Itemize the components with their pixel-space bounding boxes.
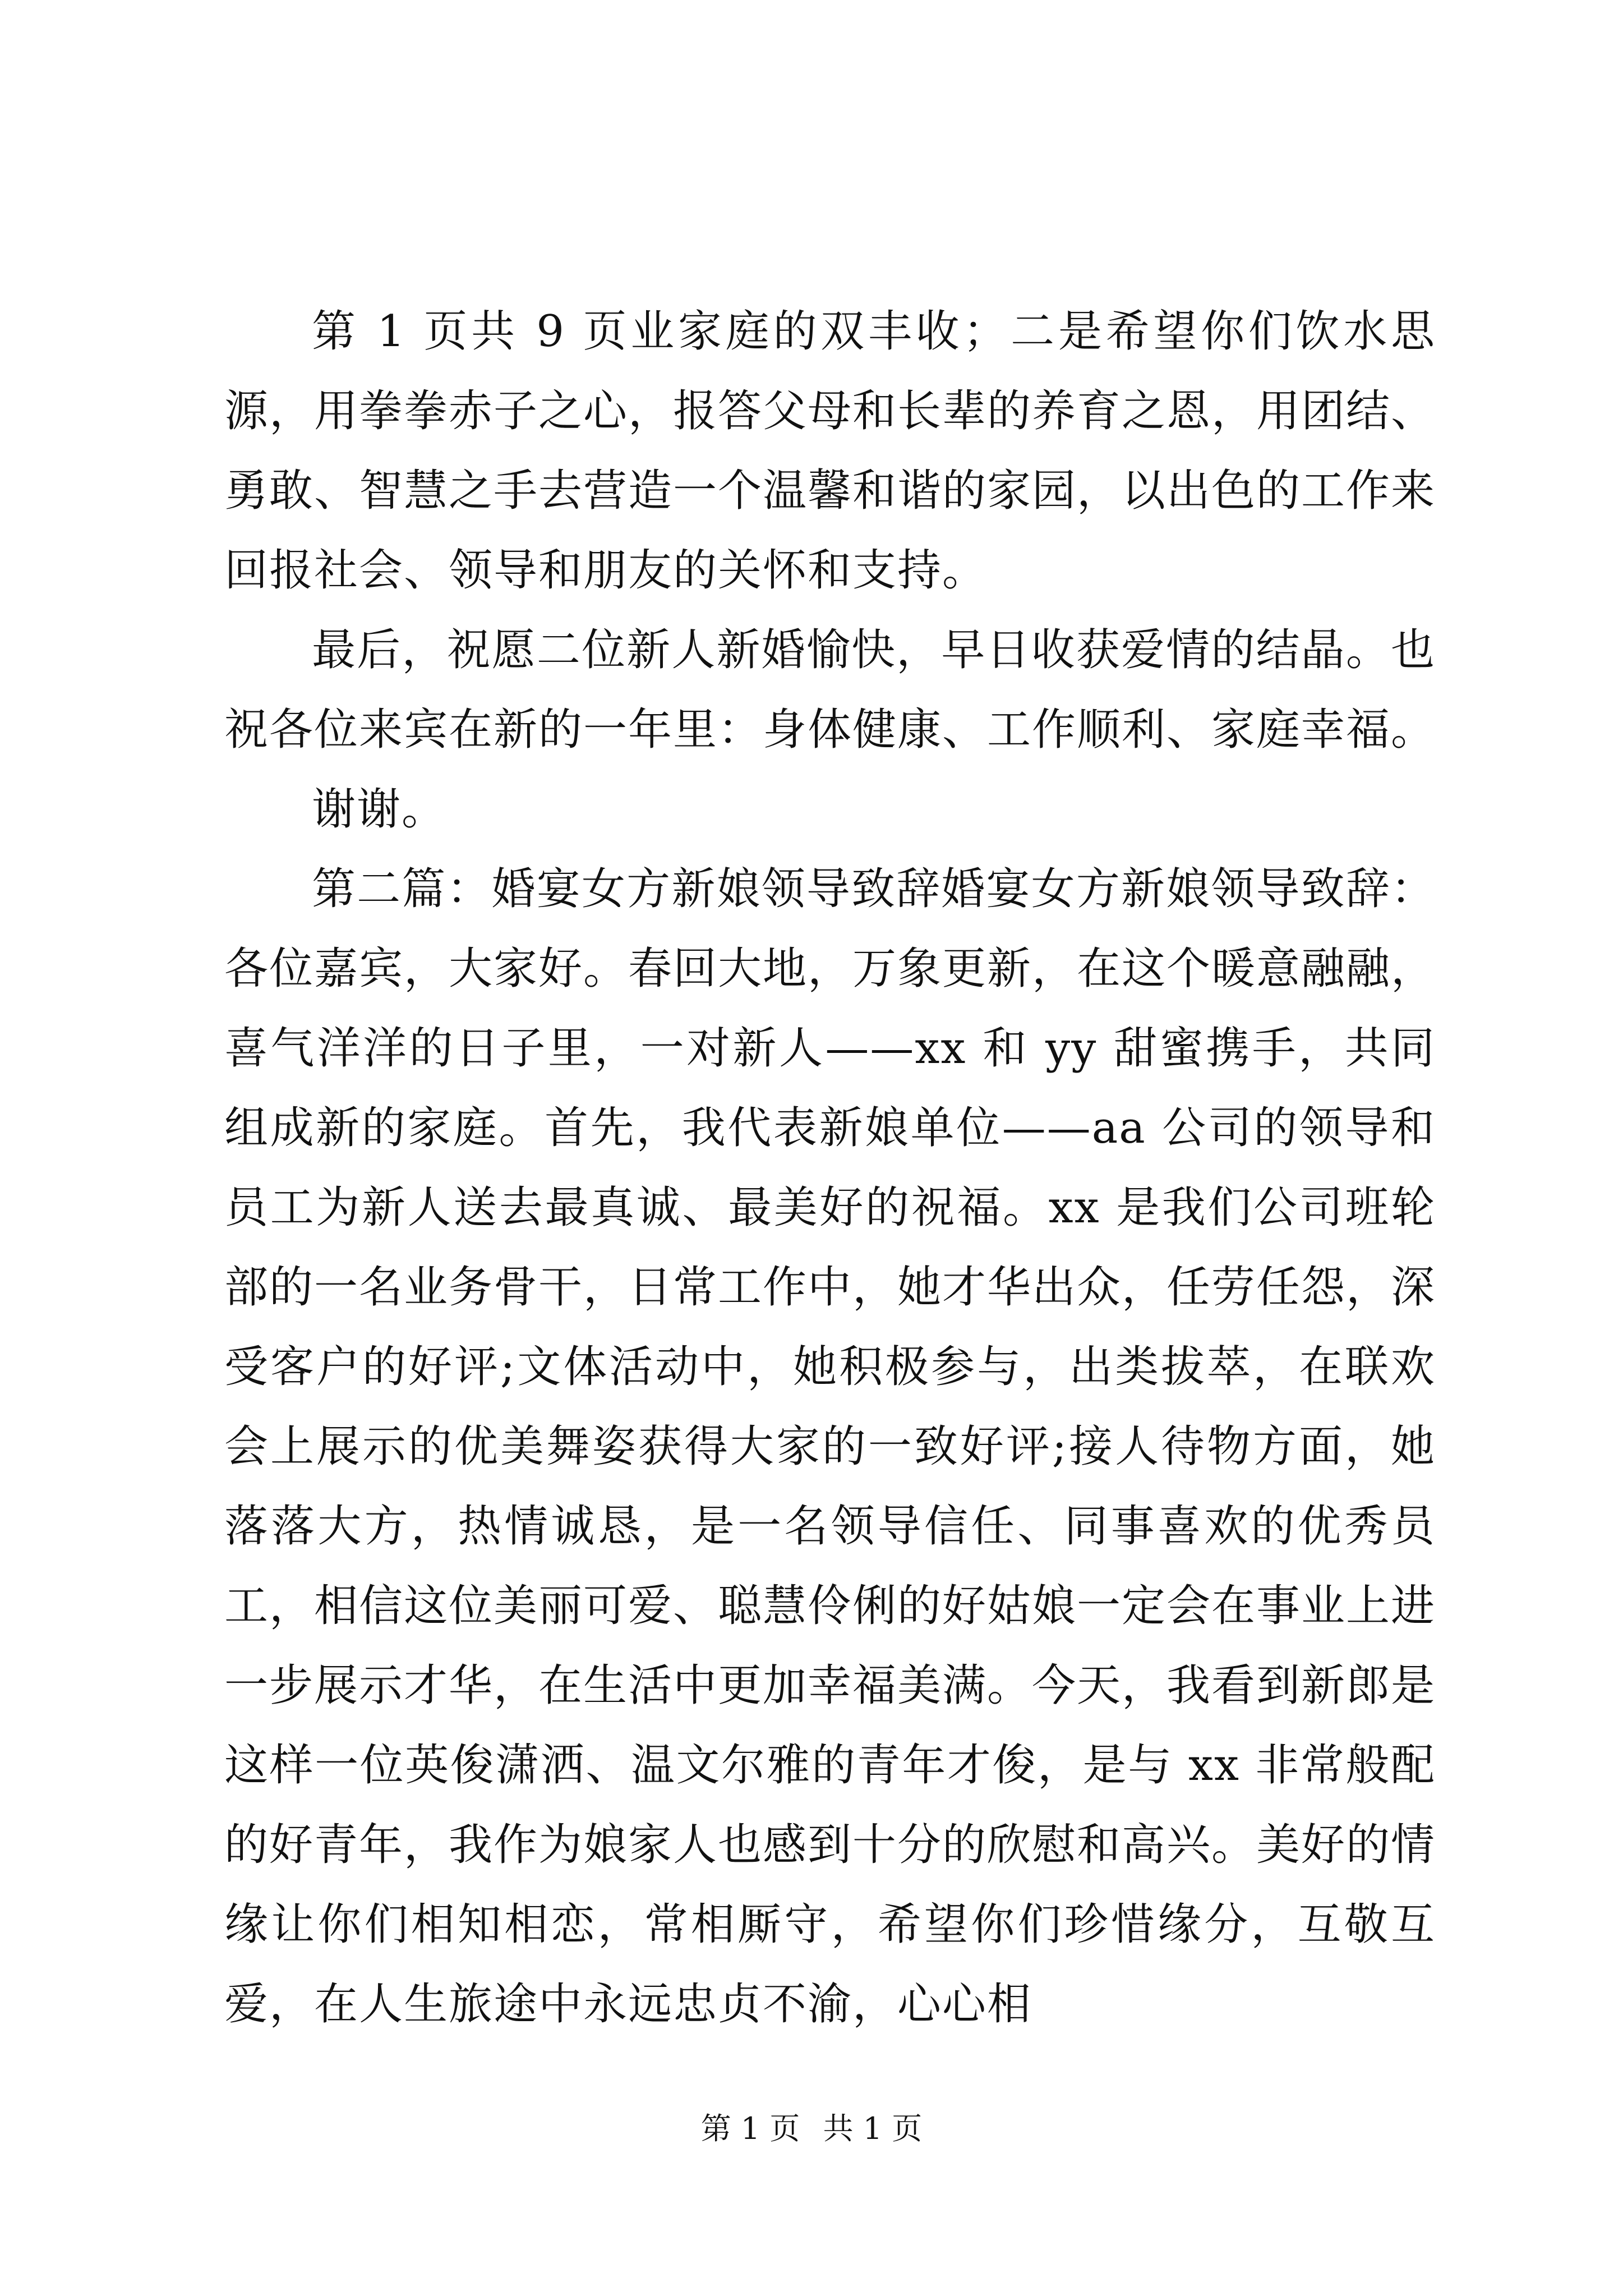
- document-body: [224, 292, 1436, 2044]
- paragraph-thanks: 谢谢。: [312, 784, 447, 835]
- paragraph-continuation: 第 1 页共 9 页业家庭的双丰收；二是希望你们饮水思源，用拳拳赤子之心，报答父母和长辈的养育之恩，用团结、勇敢、智慧之手去营造一个温馨和谐的家园，以出色的工作来回报社会、领导和朋友的关怀和支持。: [224, 306, 1436, 596]
- page-number: 第 1 页: [700, 2111, 800, 2146]
- paragraph-closing-wishes: 最后，祝愿二位新人新婚愉快，早日收获爱情的结晶。也祝各位来宾在新的一年里：身体健康、工作顺利、家庭幸福。: [224, 625, 1436, 755]
- page-footer: [0, 2109, 1623, 2148]
- page-total: 共 1 页: [823, 2111, 923, 2146]
- paragraph-second-speech: 第二篇：婚宴女方新娘领导致辞婚宴女方新娘领导致辞：各位嘉宾，大家好。春回大地，万象更新，在这个暖意融融，喜气洋洋的日子里，一对新人——xx 和 yy 甜蜜携手，共同组成新的家庭。首先，我代表新娘单位——aa 公司的领导和员工为新人送去最真诚、最美好的祝福。xx 是我们公司班轮部的一名业务骨干，日常工作中，她才华出众，任劳任怨，深受客户的好评;文体活动中，她积极参与，出类拔萃，在联欢会上展示的优美舞姿获得大家的一致好评;接人待物方面，她落落大方，热情诚恳，是一名领导信任、同事喜欢的优秀员工，相信这位美丽可爱、聪慧伶俐的好姑娘一定会在事业上进一步展示才华，在生活中更加幸福美满。今天，我看到新郎是这样一位英俊潇洒、温文尔雅的青年才俊，是与 xx 非常般配的好青年，我作为娘家人也感到十分的欣慰和高兴。美好的情缘让你们相知相恋，常相厮守，希望你们珍惜缘分，互敬互爱，在人生旅途中永远忠贞不渝，心心相: [224, 864, 1436, 2030]
